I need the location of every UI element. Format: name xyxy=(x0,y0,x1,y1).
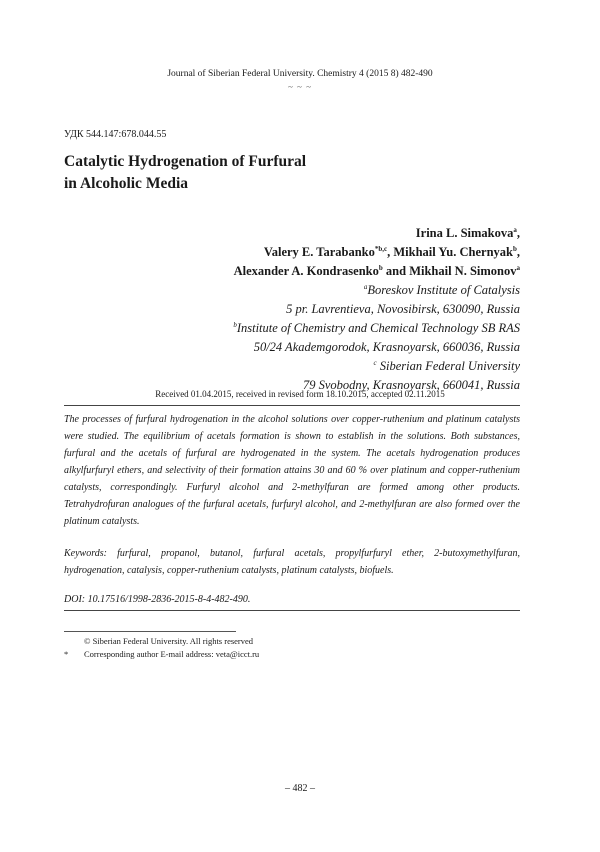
affiliation-a-name: $^a$Boreskov Institute of Catalysis xyxy=(363,282,520,297)
received-dates: Received 01.04.2015, received in revised form 18.10.2015, accepted 02.11.2015 xyxy=(155,389,445,399)
author-line-3: Alexander A. Kondrasenko$^b$ and Mikhail N. Simonov$^a$ xyxy=(233,263,520,278)
author-4: Alexander A. Kondrasenko xyxy=(233,264,379,278)
affiliation-c-name: $^c$ Siberian Federal University xyxy=(373,358,520,373)
author-line-2: Valery E. Tarabanko$^{*b,c}$, Mikhail Yu. Chernyak$^b$, xyxy=(263,244,520,259)
udk-code: УДК 544.147:678.044.55 xyxy=(64,129,167,140)
footnote-copyright: © Siberian Federal University. All rights reserved xyxy=(84,636,254,646)
affiliation-b-name: $^b$Institute of Chemistry and Chemical Technology SB RAS xyxy=(233,320,520,335)
author-block xyxy=(233,224,520,395)
author-5-affiliation: a xyxy=(516,263,520,272)
author-2: Valery E. Tarabanko xyxy=(263,245,375,259)
author-5: Mikhail N. Simonov xyxy=(409,264,517,278)
affiliation-a-address: 5 pr. Lavrentieva, Novosibirsk, 630090, Russia xyxy=(286,302,520,316)
author-1-affiliation: a xyxy=(513,225,517,234)
footnote-corresponding: * Corresponding author E-mail address: veta@icct.ru xyxy=(64,649,260,659)
author-3: Mikhail Yu. Chernyak xyxy=(393,245,513,259)
affiliation-b-address: 50/24 Akademgorodok, Krasnoyarsk, 660036, Russia xyxy=(253,340,520,354)
doi-text: DOI: 10.17516/1998-2836-2015-8-4-482-490. xyxy=(64,594,251,605)
keywords-text: Keywords: furfural, propanol, butanol, furfural acetals, propylfurfuryl ether, 2-butoxymethylfuran, hydrogenation, catalysis, copper-ruthenium catalysts, platinum catalysts, biofuels. xyxy=(64,548,520,576)
author-1: Irina L. Simakova xyxy=(415,226,514,240)
affiliation-c-address: 79 Svobodny, Krasnoyarsk, 660041, Russia xyxy=(302,378,520,392)
title-line-2: in Alcoholic Media xyxy=(64,175,188,192)
author-2-affiliation: *b,c xyxy=(374,244,388,253)
footnote-rule xyxy=(64,631,236,632)
divider-top xyxy=(64,405,520,406)
abstract-text: The processes of furfural hydrogenation in the alcohol solutions over copper-ruthenium and platinum catalysts were studied. The equilibrium of acetals formation is shown to establish in the solutions. Both substances, furfural and the acetals of furfural are hydrogenated in the system. The acetals hydrogenation produces alkylfurfuryl ethers, and selectivity of their formation attains 30 and 60 % over platinum and copper-ruthenium catalysts, correspondingly. Furfuryl alcohol and 2-methylfuran are formed among other products. Tetrahydrofuran analogues of the furfural acetals, furfuryl alcohol, and 2-methylfuran are also formed over the platinum catalysts. xyxy=(64,414,520,527)
footnote-star: * xyxy=(64,649,69,659)
author-3-affiliation: b xyxy=(512,244,517,253)
divider-bottom xyxy=(64,610,520,611)
author-4-affiliation: b xyxy=(378,263,383,272)
author-line-1: Irina L. Simakova$^a$, xyxy=(415,225,520,240)
journal-header: Journal of Siberian Federal University. Chemistry 4 (2015 8) 482-490 xyxy=(167,69,433,79)
title-line-1: Catalytic Hydrogenation of Furfural xyxy=(64,153,307,170)
header-separator: ~ ~ ~ xyxy=(287,82,313,92)
paper-title xyxy=(64,151,306,195)
page-number: – 482 – xyxy=(285,783,315,794)
